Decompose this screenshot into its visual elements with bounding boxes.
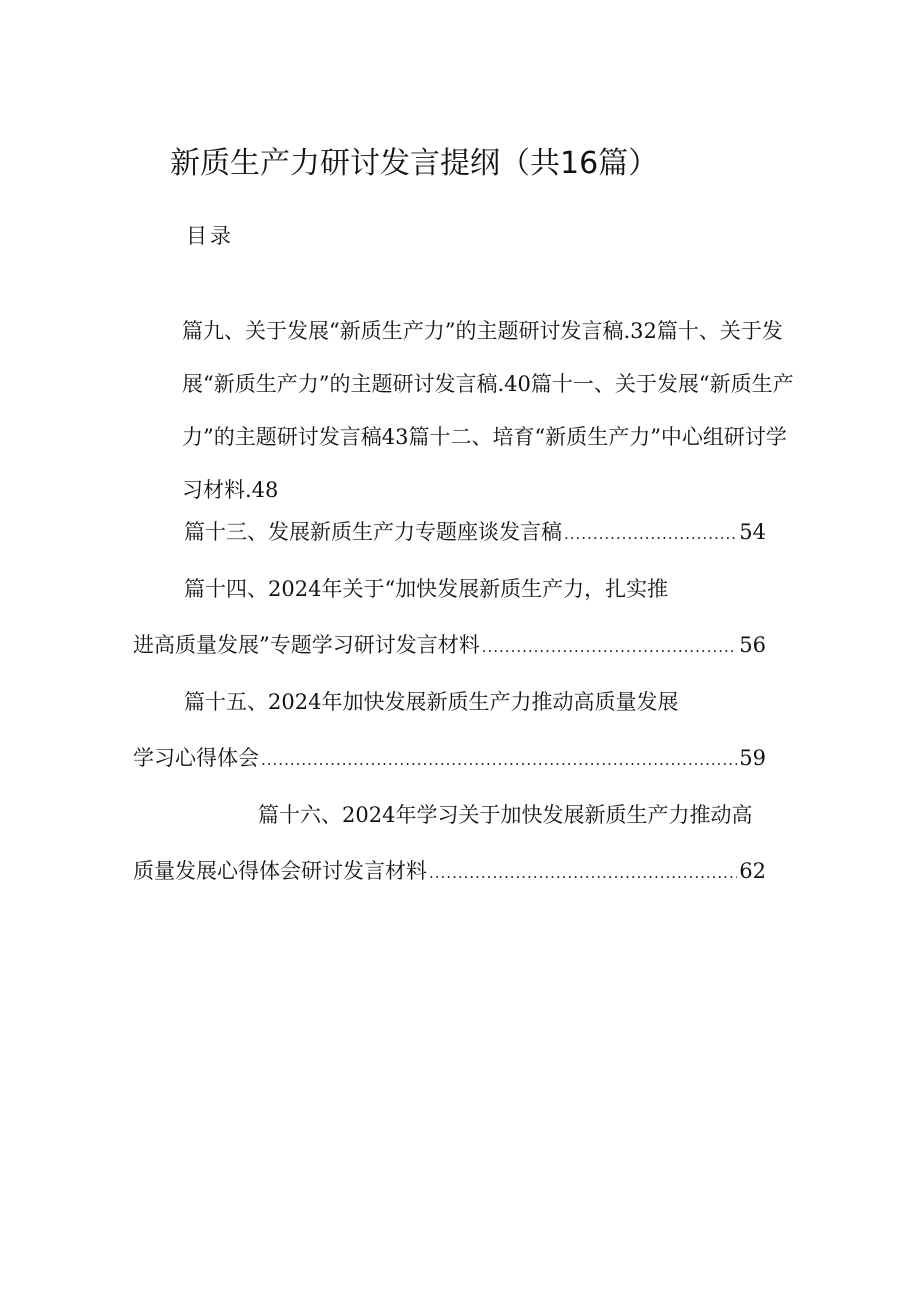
toc-entry-text: 质量发展心得体会研讨发言材料 [133,859,427,883]
toc-page-number: 59 [739,746,766,770]
toc-entry-text: 篇十三、发展新质生产力专题座谈发言稿 [184,520,562,544]
toc-entry-16[interactable] [133,856,766,886]
toc-entry-16-line-1[interactable]: 篇十六、2024年学习关于加快发展新质生产力推动高 [258,803,753,827]
toc-entry-13[interactable] [184,517,766,547]
toc-heading: 目录 [186,224,234,248]
document-title: 新质生产力研讨发言提纲（共16篇） [170,146,659,181]
toc-entry-15[interactable] [133,743,766,773]
toc-leader-dots [564,519,737,549]
toc-leader-dots [482,632,738,662]
toc-combined-entries: 篇九、关于发展“新质生产力”的主题研讨发言稿.32篇十、关于发展“新质生产力”的主题研讨发言稿.40篇十一、关于发展“新质生产力”的主题研讨发言稿43篇十二、培育“新质生产力”中心组研讨学习材料.48 [182,319,794,502]
toc-entry-text: 进高质量发展”专题学习研讨发言材料 [133,633,480,657]
toc-leader-dots [429,858,737,888]
toc-leader-dots [261,745,737,775]
toc-page-number: 54 [739,520,766,544]
toc-entry-14[interactable] [133,630,766,660]
toc-page-number: 56 [739,633,766,657]
toc-entry-14-line-1[interactable]: 篇十四、2024年关于“加快发展新质生产力，扎实推 [184,577,669,601]
toc-page-number: 62 [739,859,766,883]
toc-entry-text: 学习心得体会 [133,746,259,770]
toc-entry-15-line-1[interactable]: 篇十五、2024年加快发展新质生产力推动高质量发展 [184,690,679,714]
